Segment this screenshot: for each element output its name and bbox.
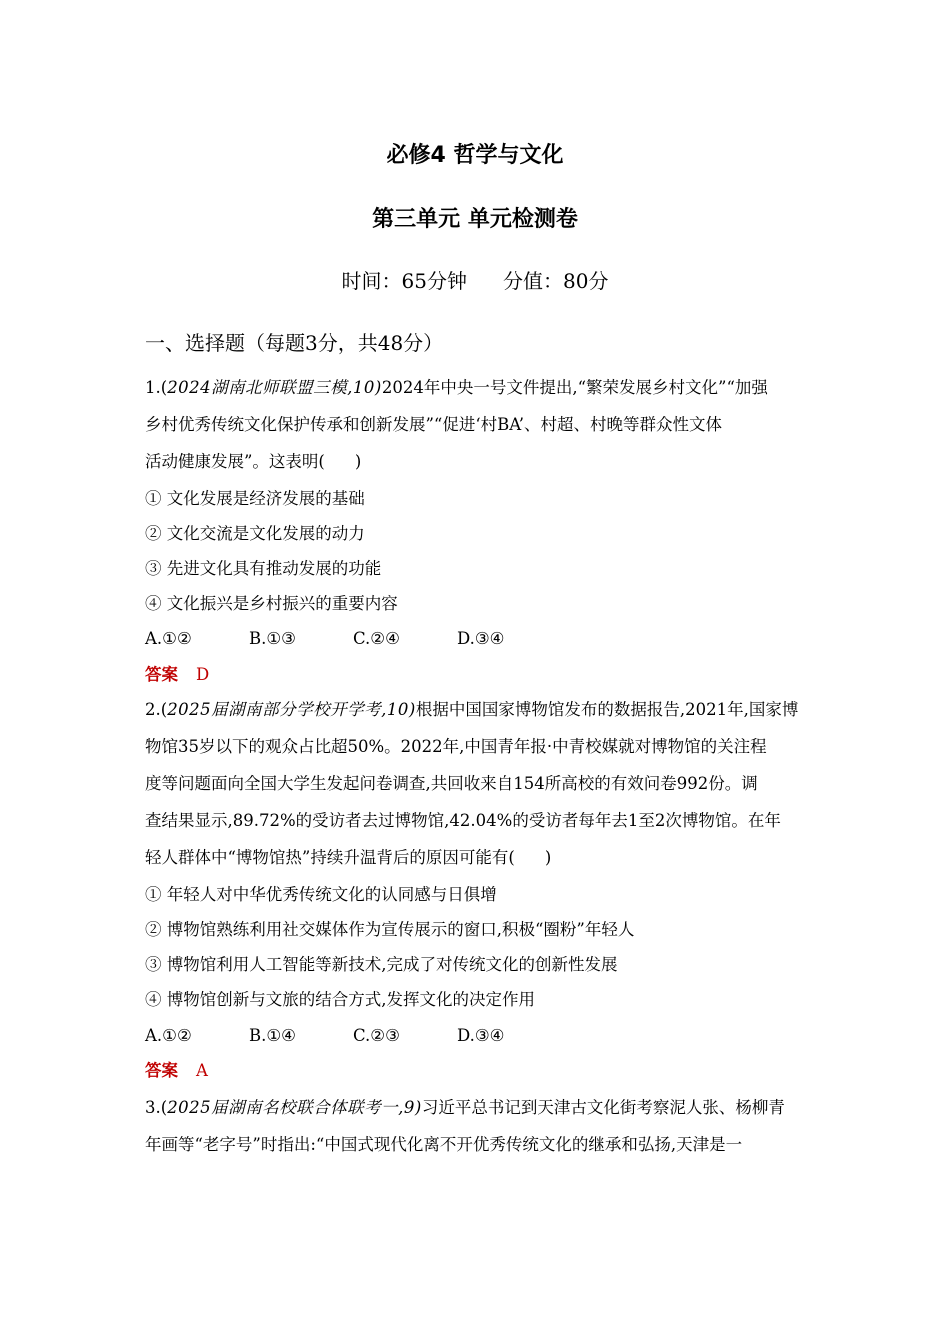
option-item: ① 年轻人对中华优秀传统文化的认同感与日俱增 — [145, 885, 497, 904]
option-item: ② 文化交流是文化发展的动力 — [145, 524, 365, 543]
question-stem-line: 年画等“老字号”时指出:“中国式现代化离不开优秀传统文化的继承和弘扬,天津是一 — [145, 1135, 743, 1154]
question-source: 2024湖南北师联盟三模,10) — [167, 378, 382, 397]
choice-c: C.②③ — [353, 1026, 400, 1045]
question-stem-line: 活动健康发展”。这表明( ) — [145, 452, 362, 471]
choice-a: A.①② — [145, 629, 192, 648]
choice-c: C.②④ — [353, 629, 400, 648]
choice-d: D.③④ — [457, 629, 505, 648]
choice-b: B.①④ — [249, 1026, 296, 1045]
document-title: 必修4 哲学与文化 — [386, 143, 564, 168]
choice-b: B.①③ — [249, 629, 296, 648]
answer-choices — [145, 627, 561, 651]
option-item: ④ 博物馆创新与文旅的结合方式,发挥文化的决定作用 — [145, 990, 535, 1009]
question-stem-line: 3.(2025届湖南名校联合体联考一,9)习近平总书记到天津古文化街考察泥人张、杨柳青 — [145, 1098, 785, 1117]
section-heading: 一、选择题（每题3分，共48分） — [145, 331, 444, 355]
question-stem-line: 乡村优秀传统文化保护传承和创新发展”“促进‘村BA’、村超、村晚等群众性文体 — [145, 415, 722, 434]
question-source: 2025届湖南名校联合体联考一,9) — [167, 1098, 422, 1117]
choice-d: D.③④ — [457, 1026, 505, 1045]
answer-value: A — [196, 1061, 208, 1080]
answer-value: D — [196, 665, 210, 684]
question-stem-line: 查结果显示,89.72%的受访者去过博物馆,42.04%的受访者每年去1至2次博物馆。在年 — [145, 811, 781, 830]
option-item: ② 博物馆熟练利用社交媒体作为宣传展示的窗口,积极“圈粉”年轻人 — [145, 920, 635, 939]
option-item: ① 文化发展是经济发展的基础 — [145, 489, 365, 508]
answer-key: 答案 D — [145, 665, 210, 684]
option-item: ③ 先进文化具有推动发展的功能 — [145, 559, 382, 578]
exam-meta — [0, 265, 950, 294]
answer-key: 答案 A — [145, 1061, 208, 1080]
option-item: ③ 博物馆利用人工智能等新技术,完成了对传统文化的创新性发展 — [145, 955, 618, 974]
question-source: 2025届湖南部分学校开学考,10) — [167, 700, 416, 719]
choice-a: A.①② — [145, 1026, 192, 1045]
question-stem-line: 1.(2024湖南北师联盟三模,10)2024年中央一号文件提出,“繁荣发展乡村文化”“加强 — [145, 378, 768, 397]
option-item: ④ 文化振兴是乡村振兴的重要内容 — [145, 594, 398, 613]
time-limit: 时间：65分钟 — [341, 269, 467, 293]
question-stem-line: 2.(2025届湖南部分学校开学考,10)根据中国国家博物馆发布的数据报告,2021年,国家博 — [145, 700, 799, 719]
question-stem-line: 轻人群体中“博物馆热”持续升温背后的原因可能有( ) — [145, 848, 552, 867]
question-stem-line: 度等问题面向全国大学生发起问卷调查,共回收来自154所高校的有效问卷992份。调 — [145, 774, 758, 793]
answer-choices — [145, 1024, 561, 1048]
unit-title: 第三单元 单元检测卷 — [372, 207, 578, 232]
total-score: 分值：80分 — [503, 269, 609, 293]
question-stem-line: 物馆35岁以下的观众占比超50%。2022年,中国青年报·中青校媒就对博物馆的关注程 — [145, 737, 767, 756]
